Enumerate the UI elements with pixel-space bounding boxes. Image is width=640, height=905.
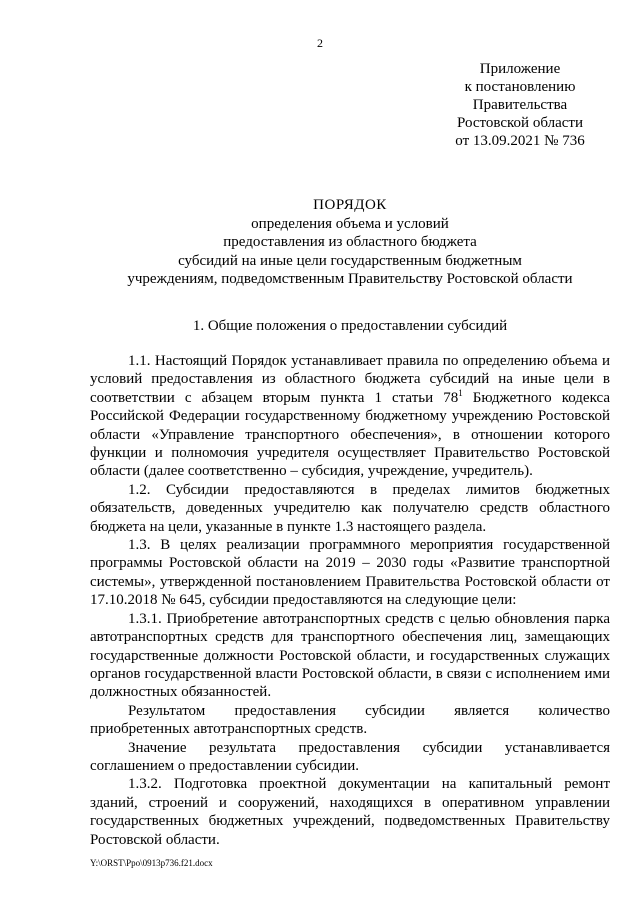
appendix-block (400, 60, 640, 150)
paragraph-1-3: 1.3. В целях реализации программного мероприятия государственной программы Ростовской области на 2019 – 2030 годы «Развитие транспортной системы», утвержденной постановлением Правительства Ростовской области от 17.10.2018 № 645, субсидии предоставляются на следующие цели: (90, 537, 610, 609)
paragraph-result: Результатом предоставления субсидии является количество приобретенных автотранспортных средств. (90, 702, 610, 738)
paragraph-1-2: 1.2. Субсидии предоставляются в пределах лимитов бюджетных обязательств, доведенных учредителю как получателю средств областного бюджета на цели, указанные в пункте 1.3 настоящего раздела. (90, 481, 610, 535)
paragraph-1-3-2: 1.3.2. Подготовка проектной документации на капитальный ремонт зданий, строений и сооружений, находящихся в оперативном управлении государственных бюджетных учреждений, подведомственных Правительству Ростовской области. (90, 776, 610, 848)
section-heading: 1. Общие положения о предоставлении субсидий (192, 318, 508, 334)
superscript: 1 (458, 387, 463, 398)
paragraph-1-1: 1.1. Настоящий Порядок устанавливает правила по определению объема и условий предоставления из областного бюджета субсидий на иные цели в соответствии с абзацем вторым пункта 1 статьи $78^1$ Бюджетного кодекса Российской Федерации государственному бюджетному учреждению Ростовской области «Управление транспортного обеспечения», в отношении которого функции и полномочия учредителя осуществляет Правительство Ростовской области (далее соответственно – субсидия, учреждение, учредитель). (90, 353, 611, 480)
page-number: 2 (317, 36, 323, 50)
document-title (90, 196, 610, 289)
footer-file-path: Y:\ORST\Ppo\0913p736.f21.docx (90, 858, 213, 868)
title-line: предоставления из областного бюджета (223, 234, 477, 250)
title-line: субсидий на иные цели государственным бюджетным (178, 252, 522, 269)
appendix-line: от 13.09.2021 № 736 (455, 133, 585, 149)
paragraph-value: Значение результата предоставления субсидии устанавливается соглашением о предоставлении субсидии. (90, 739, 610, 774)
appendix-line: Приложение (479, 61, 561, 77)
paragraph-1-3-1: 1.3.1. Приобретение автотранспортных средств с целью обновления парка автотранспортных средств для транспортного обеспечения лиц, замещающих государственные должности Ростовской области, и государственных служащих органов государственной власти Ростовской области, в связи с исполнением ими должностных обязанностей. (90, 610, 610, 701)
title-main: ПОРЯДОК (313, 197, 387, 213)
appendix-line: Правительства (472, 97, 568, 113)
document-body (90, 352, 610, 849)
title-line: определения объема и условий (251, 215, 449, 232)
appendix-line: к постановлению (464, 79, 576, 95)
title-line: учреждениям, подведомственным Правительству Ростовской области (127, 271, 573, 287)
appendix-line: Ростовской области (457, 115, 583, 131)
